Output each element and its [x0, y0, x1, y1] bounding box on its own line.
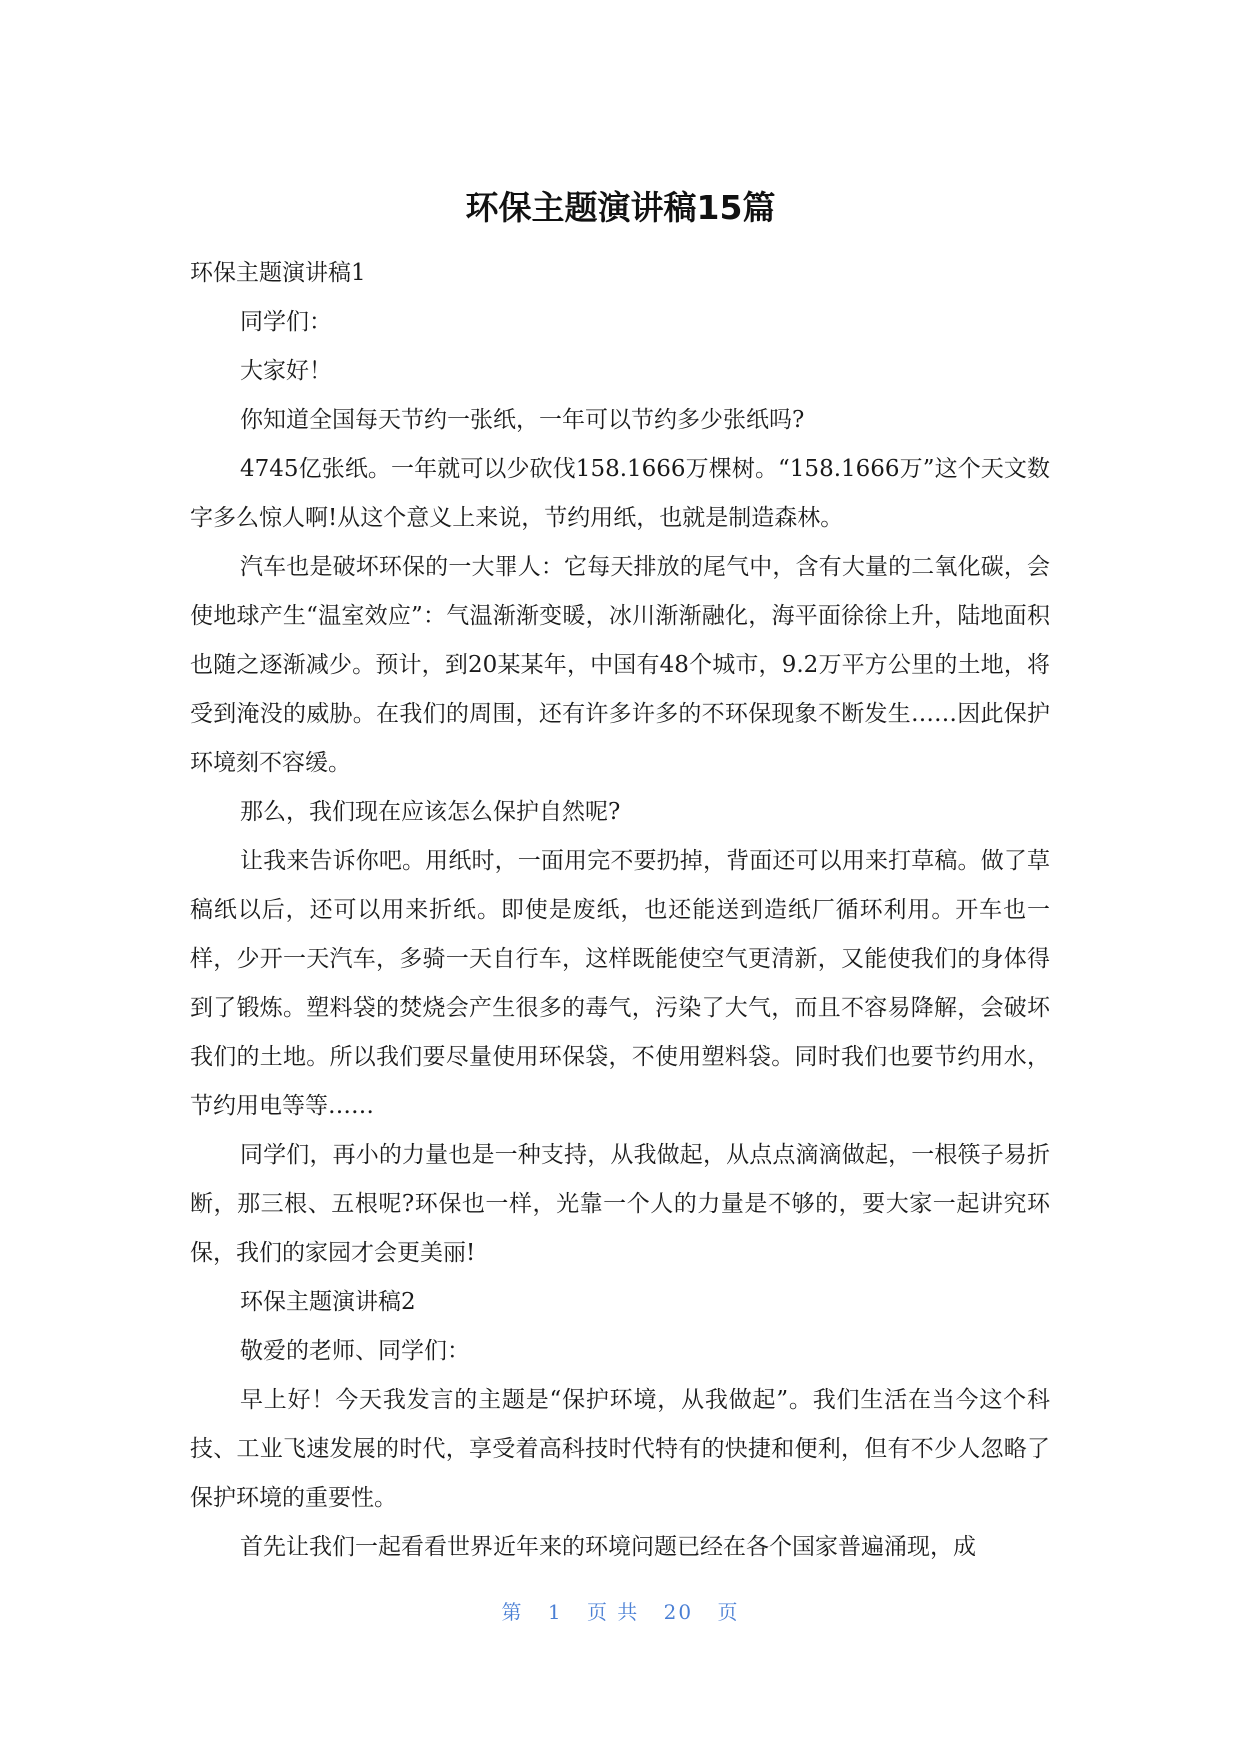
footer-prefix: 第 [501, 1600, 524, 1624]
footer-suffix: 页 [717, 1600, 740, 1624]
paragraph: 首先让我们一起看看世界近年来的环境问题已经在各个国家普遍涌现，成 [240, 1534, 976, 1560]
footer-middle: 页 共 [586, 1600, 640, 1624]
paragraph: 早上好！今天我发言的主题是“保护环境，从我做起”。我们生活在当今这个科技、工业飞速发展的时代，享受着高科技时代特有的快捷和便利，但有不少人忽略了保护环境的重要性。 [190, 1387, 1050, 1511]
total-page-count: 20 [663, 1600, 694, 1624]
document-body [190, 249, 1050, 1572]
paragraph: 敬爱的老师、同学们： [240, 1338, 470, 1364]
paragraph: 汽车也是破坏环保的一大罪人：它每天排放的尾气中，含有大量的二氧化碳，会使地球产生“温室效应”：气温渐渐变暖，冰川渐渐融化，海平面徐徐上升，陆地面积也随之逐渐减少。预计，到20某某年，中国有48个城市，9.2万平方公里的土地，将受到淹没的威胁。在我们的周围，还有许多许多的不环保现象不断发生……因此保护环境刻不容缓。 [190, 554, 1050, 776]
page-footer [0, 1597, 1241, 1627]
paragraph: 让我来告诉你吧。用纸时，一面用完不要扔掉，背面还可以用来打草稿。做了草稿纸以后，还可以用来折纸。即使是废纸，也还能送到造纸厂循环利用。开车也一样，少开一天汽车，多骑一天自行车，这样既能使空气更清新，又能使我们的身体得到了锻炼。塑料袋的焚烧会产生很多的毒气，污染了大气，而且不容易降解，会破坏我们的土地。所以我们要尽量使用环保袋，不使用塑料袋。同时我们也要节约用水，节约用电等等…… [190, 848, 1050, 1119]
paragraph: 环保主题演讲稿2 [240, 1289, 416, 1315]
current-page-number: 1 [547, 1600, 563, 1624]
paragraph: 大家好！ [240, 358, 332, 384]
paragraph: 4745亿张纸。一年就可以少砍伐158.1666万棵树。“158.1666万”这个天文数字多么惊人啊!从这个意义上来说，节约用纸，也就是制造森林。 [190, 456, 1050, 531]
paragraph: 环保主题演讲稿1 [190, 260, 366, 286]
paragraph: 那么，我们现在应该怎么保护自然呢? [240, 799, 621, 825]
paragraph: 你知道全国每天节约一张纸，一年可以节约多少张纸吗? [240, 407, 805, 433]
paragraph: 同学们，再小的力量也是一种支持，从我做起，从点点滴滴做起，一根筷子易折断，那三根、五根呢?环保也一样，光靠一个人的力量是不够的，要大家一起讲究环保，我们的家园才会更美丽! [190, 1142, 1050, 1266]
paragraph: 同学们： [240, 309, 332, 335]
document-title: 环保主题演讲稿15篇 [465, 188, 776, 227]
